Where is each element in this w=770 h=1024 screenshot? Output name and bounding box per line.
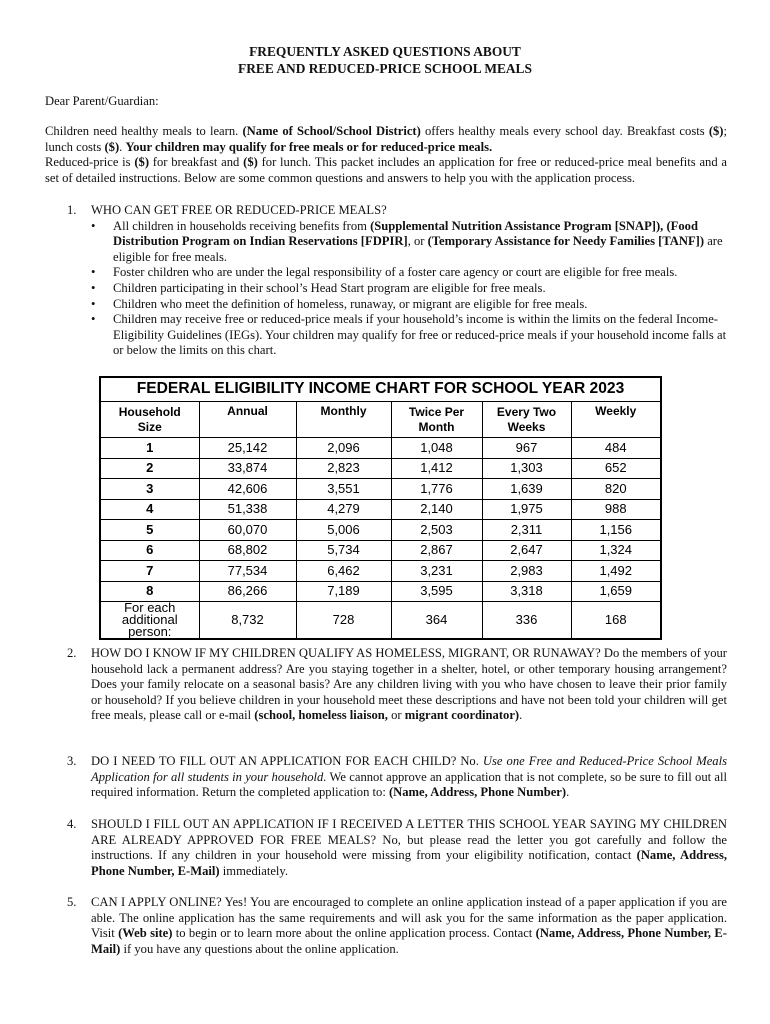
cell-additional-person-label: For each additional person: [101,602,199,639]
cell-annual: 8,732 [199,602,296,639]
cell-household-size: 7 [101,561,199,582]
cell-weekly: 652 [571,458,660,479]
cell-household-size: 1 [101,438,199,459]
title-line-2: FREE AND REDUCED-PRICE SCHOOL MEALS [238,61,532,76]
cell-monthly: 2,096 [296,438,391,459]
chart-title: FEDERAL ELIGIBILITY INCOME CHART FOR SCHOOL YEAR 2023 [101,378,660,402]
table-row [101,581,660,602]
intro-paragraph: Children need healthy meals to learn. (Name of School/School District) offers healthy meals every school day. Breakfast costs ($); lunch costs ($). Your children may qualify for free meals or for reduced-price meals. Reduced-price is ($) for breakfast and ($) for lunch. This packet includes an application for free or reduced-price meal benefits and a set of detailed instructions. Below are some common questions and answers to help you with the application process. [45,124,727,185]
cell-twice-per-month: 1,776 [391,479,482,500]
cell-annual: 51,338 [199,499,296,520]
question-heading: WHO CAN GET FREE OR REDUCED-PRICE MEALS? [91,203,387,217]
cell-household-size: 3 [101,479,199,500]
bullet-item: • Children who meet the definition of homeless, runaway, or migrant are eligible for free meals. [91,297,727,313]
cell-monthly: 5,734 [296,540,391,561]
question-number: 3. [67,754,77,768]
cell-twice-per-month: 3,595 [391,581,482,602]
cell-monthly: 728 [296,602,391,639]
title-line-1: FREQUENTLY ASKED QUESTIONS ABOUT [249,44,521,59]
header-every-two-weeks: Every Two Weeks [482,402,571,438]
cell-weekly: 1,492 [571,561,660,582]
cell-every-two-weeks: 1,639 [482,479,571,500]
question-text: SHOULD I FILL OUT AN APPLICATION IF I RECEIVED A LETTER THIS SCHOOL YEAR SAYING MY CHILDREN ARE ALREADY APPROVED FOR FREE MEALS? No, but please read the letter you got carefully and follow the instructions. If any children in your household were missing from your eligibility notification, contact (Name, Address, Phone Number, E-Mail) immediately. [91,817,727,878]
eligibility-bullet-list [91,219,727,359]
question-number: 5. [67,895,77,909]
header-annual: Annual [199,402,296,438]
cell-household-size: 4 [101,499,199,520]
table-row [101,458,660,479]
question-text: CAN I APPLY ONLINE? Yes! You are encouraged to complete an online application instead of a paper application if you are able. The online application has the same requirements and will ask you for the same information as the paper application. Visit (Web site) to begin or to learn more about the online application process. Contact (Name, Address, Phone Number, E-Mail) if you have any questions about the online application. [91,895,727,956]
cell-weekly: 988 [571,499,660,520]
income-eligibility-chart [99,376,662,640]
cell-twice-per-month: 2,140 [391,499,482,520]
cell-household-size: 6 [101,540,199,561]
cell-annual: 77,534 [199,561,296,582]
cell-household-size: 5 [101,520,199,541]
cell-annual: 42,606 [199,479,296,500]
bullet-item: • All children in households receiving benefits from (Supplemental Nutrition Assistance Program [SNAP]), (Food Distribution Program on Indian Reservations [FDPIR], or (Temporary Assistance for Needy Families [TANF]) are eligible for free meals. [91,219,727,266]
cell-weekly: 1,659 [571,581,660,602]
cell-weekly: 168 [571,602,660,639]
header-monthly: Monthly [296,402,391,438]
cell-annual: 86,266 [199,581,296,602]
cell-weekly: 484 [571,438,660,459]
cell-every-two-weeks: 1,303 [482,458,571,479]
cell-monthly: 2,823 [296,458,391,479]
faq-question-2 [45,646,727,724]
cell-weekly: 1,156 [571,520,660,541]
cell-weekly: 1,324 [571,540,660,561]
header-household-size: Household Size [101,402,199,438]
cell-annual: 60,070 [199,520,296,541]
cell-twice-per-month: 1,412 [391,458,482,479]
header-weekly: Weekly [571,402,660,438]
cell-household-size: 2 [101,458,199,479]
cell-annual: 68,802 [199,540,296,561]
cell-annual: 25,142 [199,438,296,459]
cell-every-two-weeks: 2,647 [482,540,571,561]
cell-monthly: 3,551 [296,479,391,500]
table-row [101,499,660,520]
table-body [101,438,660,639]
cell-twice-per-month: 2,503 [391,520,482,541]
faq-question-1 [45,203,727,359]
cell-monthly: 5,006 [296,520,391,541]
table-row [101,479,660,500]
document-title [0,43,770,77]
cell-twice-per-month: 2,867 [391,540,482,561]
header-twice-per-month: Twice Per Month [391,402,482,438]
table-row [101,561,660,582]
income-table [101,402,660,638]
cell-monthly: 6,462 [296,561,391,582]
question-text: HOW DO I KNOW IF MY CHILDREN QUALIFY AS HOMELESS, MIGRANT, OR RUNAWAY? Do the members of your household lack a permanent address? Are you staying together in a shelter, hotel, or other temporary housing arrangement? Does your family relocate on a seasonal basis? Are any children living with you who have chosen to leave their prior family or household? If you believe children in your household meet these descriptions and have not been told your children will get free meals, please call or e-mail (school, homeless liaison, or migrant coordinator). [91,646,727,723]
question-number: 2. [67,646,77,660]
table-row [101,520,660,541]
cell-every-two-weeks: 3,318 [482,581,571,602]
cell-every-two-weeks: 967 [482,438,571,459]
table-row [101,438,660,459]
cell-annual: 33,874 [199,458,296,479]
cell-monthly: 7,189 [296,581,391,602]
question-number: 4. [67,817,77,831]
cell-every-two-weeks: 1,975 [482,499,571,520]
cell-twice-per-month: 1,048 [391,438,482,459]
cell-twice-per-month: 3,231 [391,561,482,582]
bullet-item: • Children participating in their school’s Head Start program are eligible for free meals. [91,281,727,297]
cell-weekly: 820 [571,479,660,500]
greeting: Dear Parent/Guardian: [45,94,159,108]
cell-household-size: 8 [101,581,199,602]
table-header-row [101,402,660,438]
bullet-item: • Foster children who are under the legal responsibility of a foster care agency or court are eligible for free meals. [91,265,727,281]
faq-question-4 [45,817,727,879]
question-number: 1. [67,203,77,217]
table-row [101,540,660,561]
faq-question-3 [45,754,727,801]
bullet-item: • Children may receive free or reduced-price meals if your household’s income is within the limits on the federal Income-Eligibility Guidelines (IEGs). Your children may qualify for free or reduced-price meals if your household income falls at or below the limits on this chart. [91,312,727,359]
cell-every-two-weeks: 2,311 [482,520,571,541]
question-text: DO I NEED TO FILL OUT AN APPLICATION FOR EACH CHILD? No. Use one Free and Reduced-Price School Meals Application for all students in your household. We cannot approve an application that is not complete, so be sure to fill out all required information. Return the completed application to: (Name, Address, Phone Number). [91,754,727,800]
table-row-additional-person [101,602,660,639]
cell-every-two-weeks: 336 [482,602,571,639]
cell-every-two-weeks: 2,983 [482,561,571,582]
cell-twice-per-month: 364 [391,602,482,639]
cell-monthly: 4,279 [296,499,391,520]
faq-question-5 [45,895,727,957]
